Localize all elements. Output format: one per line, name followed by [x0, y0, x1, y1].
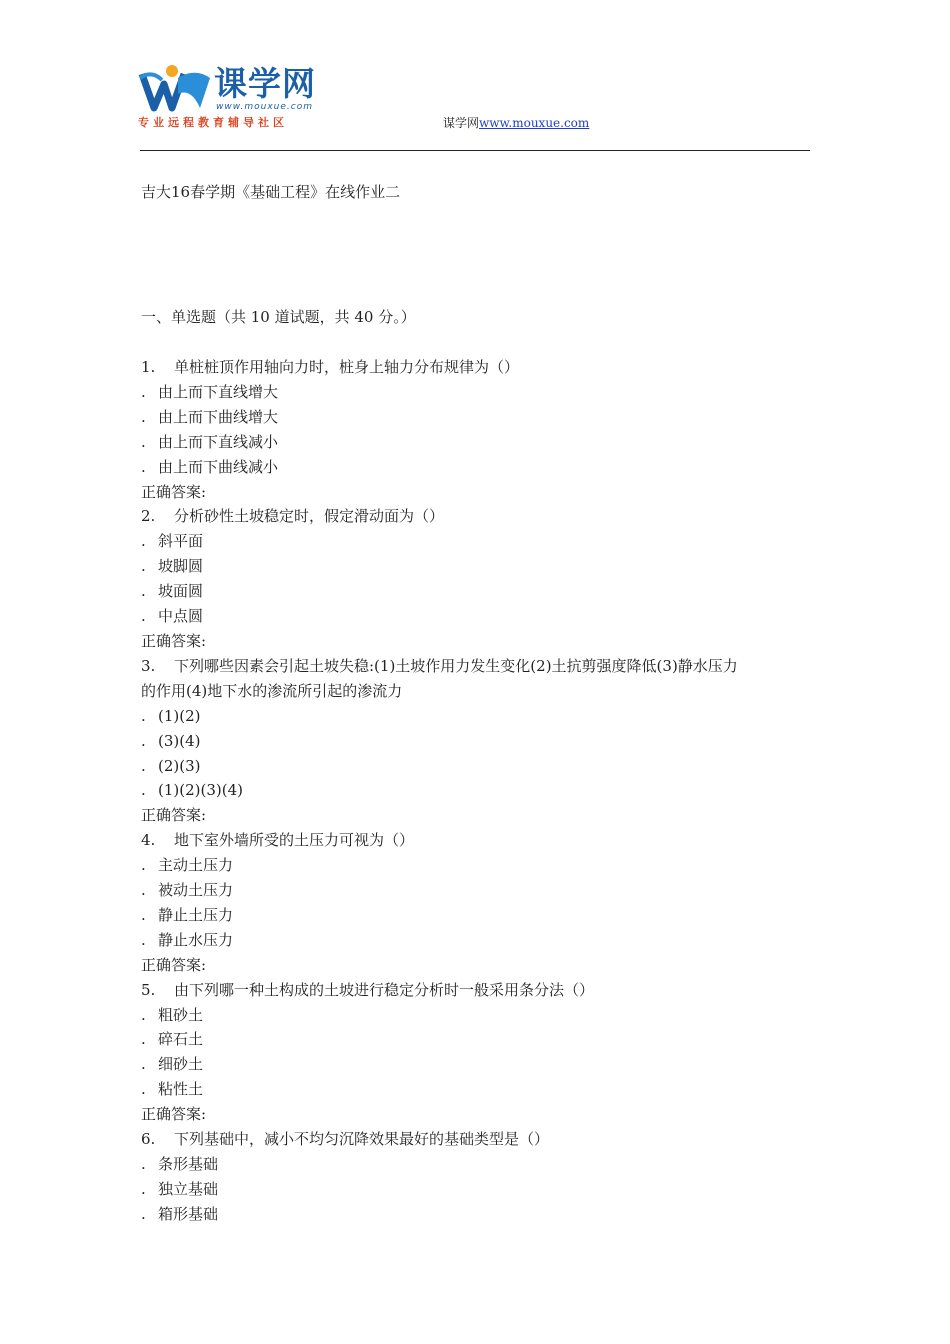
question-text-continued: 的作用(4)地下水的渗流所引起的渗流力	[141, 681, 403, 700]
question-text: 下列哪些因素会引起土坡失稳:(1)土坡作用力发生变化(2)土抗剪强度降低(3)静水压力	[174, 656, 738, 675]
option[interactable]: . 坡面圆	[141, 582, 204, 601]
option[interactable]: . (2)(3)	[141, 756, 201, 775]
question-number: 4.	[141, 831, 156, 850]
question-text: 地下室外墙所受的土压力可视为（）	[174, 831, 415, 850]
question-number: 1.	[141, 358, 156, 376]
question-number: 5.	[141, 980, 156, 999]
header-site-link	[443, 114, 589, 131]
option[interactable]: . 碎石土	[141, 1030, 204, 1049]
option[interactable]: . 主动土压力	[141, 856, 234, 875]
question-text: 下列基础中，减小不均匀沉降效果最好的基础类型是（）	[174, 1130, 550, 1149]
answer-label: 正确答案:	[141, 806, 207, 825]
site-name: 谋学网	[443, 116, 480, 130]
question-1	[141, 355, 813, 380]
answer-label: 正确答案:	[141, 955, 207, 974]
option[interactable]: . 粗砂土	[141, 1005, 204, 1024]
option[interactable]: . 中点圆	[141, 607, 204, 626]
logo-url-text: www.mouxue.com	[216, 102, 313, 112]
option[interactable]: . 箱形基础	[141, 1204, 219, 1223]
logo-brand-text: 课学网	[214, 64, 316, 103]
question-3	[141, 654, 813, 679]
answer-label: 正确答案:	[141, 482, 207, 501]
site-logo[interactable]	[138, 64, 338, 134]
question-list	[141, 355, 813, 1227]
question-6	[141, 1127, 813, 1152]
option[interactable]: . 由上而下直线减小	[141, 432, 279, 451]
option[interactable]: . 坡脚圆	[141, 557, 204, 576]
question-4	[141, 828, 813, 853]
option[interactable]: . 由上而下直线增大	[141, 382, 279, 401]
option[interactable]: . 静止土压力	[141, 905, 234, 924]
question-text: 由下列哪一种土构成的土坡进行稳定分析时一般采用条分法（）	[174, 980, 595, 999]
question-text: 单桩桩顶作用轴向力时，桩身上轴力分布规律为（）	[174, 358, 520, 376]
question-number: 6.	[141, 1130, 156, 1149]
logo-mark-icon	[138, 64, 214, 114]
option[interactable]: . 粘性土	[141, 1080, 204, 1099]
option[interactable]: . 被动土压力	[141, 881, 234, 900]
option[interactable]: . (1)(2)	[141, 706, 201, 725]
question-number: 3.	[141, 656, 156, 675]
option[interactable]: . 静止水压力	[141, 930, 234, 949]
option[interactable]: . 斜平面	[141, 532, 204, 551]
option[interactable]: . 独立基础	[141, 1179, 219, 1198]
option[interactable]: . (3)(4)	[141, 731, 201, 750]
question-number: 2.	[141, 507, 156, 526]
section-heading: 一、单选题（共 10 道试题，共 40 分。）	[141, 308, 416, 326]
option[interactable]: . 条形基础	[141, 1155, 219, 1173]
option[interactable]: . (1)(2)(3)(4)	[141, 781, 243, 800]
header-divider	[140, 150, 810, 151]
answer-label: 正确答案:	[141, 631, 207, 650]
site-url-link[interactable]: www.mouxue.com	[479, 116, 590, 130]
question-5	[141, 978, 813, 1003]
option[interactable]: . 细砂土	[141, 1055, 204, 1074]
logo-slogan: 专业远程教育辅导社区	[138, 116, 288, 129]
document-title: 吉大16春学期《基础工程》在线作业二	[141, 183, 401, 201]
question-2	[141, 504, 813, 529]
option[interactable]: . 由上而下曲线减小	[141, 457, 279, 476]
answer-label: 正确答案:	[141, 1105, 207, 1124]
option[interactable]: . 由上而下曲线增大	[141, 407, 279, 426]
question-text: 分析砂性土坡稳定时，假定滑动面为（）	[174, 507, 445, 526]
